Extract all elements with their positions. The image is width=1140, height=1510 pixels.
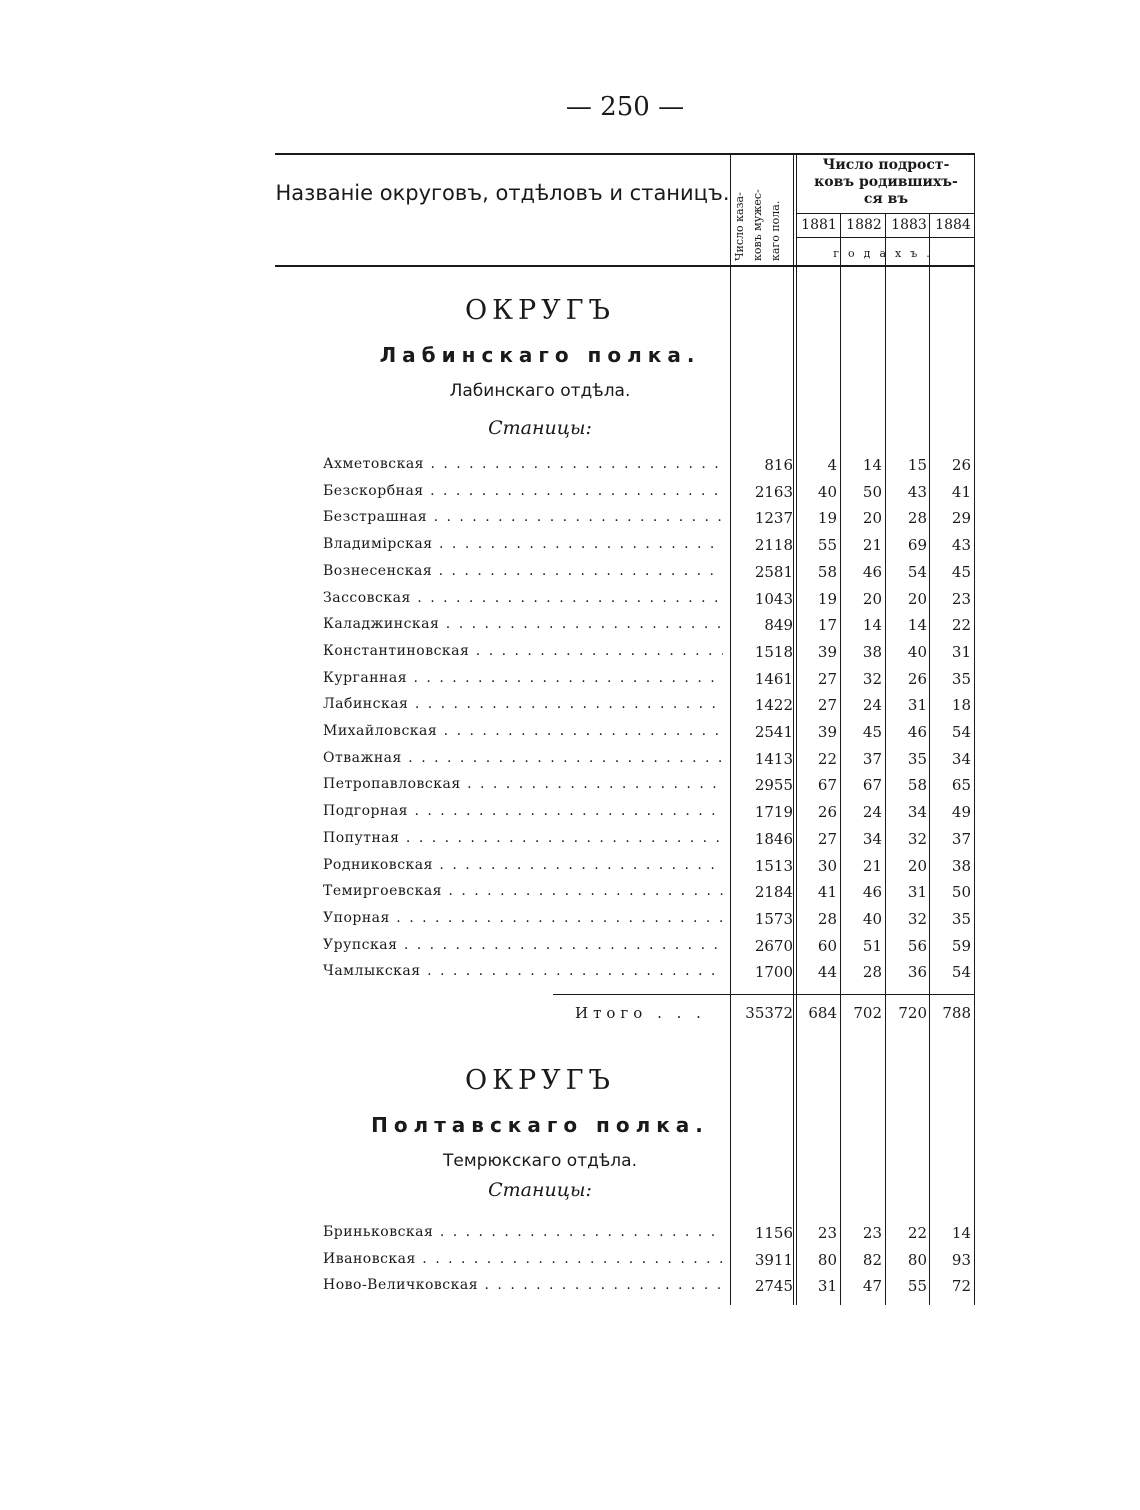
births-1884: 41 [951, 482, 971, 501]
stanitsa-name: Михайловская . . . [323, 723, 723, 739]
itogo-label: Итого . . . [575, 1004, 706, 1022]
births-1883: 40 [907, 642, 927, 661]
births-1883: 14 [907, 616, 927, 635]
stanitsa-name: Ивановская . . . [323, 1251, 723, 1267]
cossack-count: 2581 [754, 562, 793, 581]
births-1882: 14 [862, 616, 882, 635]
births-1883: 54 [907, 562, 927, 581]
cossack-count: 2955 [754, 776, 793, 795]
table-row [275, 533, 975, 559]
section-2-okrug: ОКРУГЪ [464, 1065, 616, 1096]
header-births-line-1: Число подрост- [822, 157, 950, 173]
table-row [275, 587, 975, 613]
section-1-regiment: Лабинскаго полка. [379, 343, 701, 367]
births-1884: 65 [951, 776, 971, 795]
stanitsa-name: Курганная . . . [323, 670, 723, 686]
header-total-line-2: ковъ мужес- [751, 189, 764, 261]
births-1881: 58 [817, 562, 837, 581]
births-1883: 36 [907, 963, 927, 982]
section-2-department: Темрюкскаго отдѣла. [443, 1151, 637, 1171]
births-1883: 15 [907, 456, 927, 474]
births-1882: 67 [862, 776, 882, 795]
births-1882: 14 [862, 456, 882, 474]
births-1884: 72 [951, 1277, 971, 1295]
births-1883: 34 [907, 803, 927, 822]
births-1881: 60 [817, 936, 837, 955]
births-1882: 51 [862, 936, 882, 955]
births-1881: 27 [817, 669, 837, 688]
births-1883: 28 [907, 509, 927, 528]
births-1882: 21 [862, 536, 882, 555]
cossack-count: 1700 [754, 963, 793, 982]
cossack-count: 2118 [754, 536, 793, 555]
births-1884: 22 [951, 616, 971, 635]
births-1884: 38 [951, 856, 971, 875]
births-1882: 24 [862, 696, 882, 715]
births-1881: 22 [817, 749, 837, 768]
stanitsa-name: Вознесенская . . . [323, 563, 723, 579]
table-row [275, 667, 975, 693]
births-1881: 27 [817, 696, 837, 715]
statistics-table [275, 153, 975, 1305]
header-bottom-rule [275, 265, 975, 267]
stanitsa-name: Лабинская . . . [323, 696, 723, 712]
stanitsa-name: Безскорбная . . . [323, 483, 723, 499]
births-1882: 21 [862, 856, 882, 875]
births-1884: 54 [951, 963, 971, 982]
years-top-rule [797, 213, 975, 214]
section-2-stanitsy-label: Станицы: [488, 1179, 592, 1201]
stanitsa-name: Владимірская . . . [323, 536, 723, 552]
births-1882: 23 [862, 1224, 882, 1242]
births-1883: 32 [907, 829, 927, 848]
table-row [275, 747, 975, 773]
births-1882: 37 [862, 749, 882, 768]
stanitsa-name: Родниковская . . . [323, 857, 723, 873]
section-1-department: Лабинскаго отдѣла. [449, 381, 631, 401]
cossack-count: 2184 [754, 883, 793, 902]
table-top-rule [275, 153, 975, 155]
cossack-count: 2745 [754, 1277, 793, 1295]
births-1882: 47 [862, 1277, 882, 1295]
header-year-1884: 1884 [935, 217, 971, 233]
births-1881: 44 [817, 963, 837, 982]
cossack-count: 816 [764, 456, 793, 474]
header-year-1881: 1881 [801, 217, 837, 233]
stanitsa-name: Зассовская . . . [323, 590, 723, 606]
births-1881: 4 [827, 456, 837, 474]
stanitsa-name: Константиновская . . . [323, 643, 723, 659]
table-row [275, 693, 975, 719]
itogo-row [275, 1001, 975, 1027]
births-1881: 19 [817, 509, 837, 528]
births-1884: 35 [951, 669, 971, 688]
births-1881: 30 [817, 856, 837, 875]
stanitsa-name: Петропавловская . . . [323, 776, 723, 792]
section-1-stanitsy-label: Станицы: [488, 417, 592, 439]
births-1884: 34 [951, 749, 971, 768]
table-row [275, 453, 975, 479]
cossack-count: 1413 [754, 749, 793, 768]
births-1883: 31 [907, 696, 927, 715]
births-1884: 37 [951, 829, 971, 848]
table-row [275, 506, 975, 532]
births-1883: 20 [907, 856, 927, 875]
header-year-1882: 1882 [846, 217, 882, 233]
header-name-column: Названіе округовъ, отдѣловъ и станицъ. [275, 181, 730, 205]
births-1884: 59 [951, 936, 971, 955]
section-2-regiment: Полтавскаго полка. [371, 1113, 709, 1137]
stanitsa-name: Темиргоевская . . . [323, 883, 723, 899]
stanitsa-name: Упорная . . . [323, 910, 723, 926]
births-1883: 69 [907, 536, 927, 555]
births-1882: 46 [862, 883, 882, 902]
births-1882: 45 [862, 723, 882, 741]
stanitsa-name: Бриньковская . . . [323, 1224, 723, 1240]
cossack-count: 1846 [754, 829, 793, 848]
table-row [275, 800, 975, 826]
births-1881: 55 [817, 536, 837, 555]
births-1881: 26 [817, 803, 837, 822]
cossack-count: 3911 [754, 1250, 793, 1269]
stanitsa-name: Урупская . . . [323, 937, 723, 953]
births-1883: 58 [907, 776, 927, 795]
births-1882: 20 [862, 589, 882, 608]
births-1883: 32 [907, 909, 927, 928]
births-1882: 40 [862, 909, 882, 928]
cossack-count: 1237 [754, 509, 793, 528]
births-1882: 38 [862, 642, 882, 661]
births-1881: 28 [817, 909, 837, 928]
table-row [275, 960, 975, 986]
cossack-count: 1461 [754, 669, 793, 688]
cossack-count: 1518 [754, 642, 793, 661]
header-year-1883: 1883 [891, 217, 927, 233]
births-1884: 18 [951, 696, 971, 715]
births-1884: 35 [951, 909, 971, 928]
cossack-count: 1043 [754, 589, 793, 608]
table-row [275, 1274, 975, 1300]
births-1884: 45 [951, 562, 971, 581]
births-1884: 54 [951, 723, 971, 741]
header-total-line-1: Число каза- [733, 192, 746, 261]
stanitsa-name: Ново-Величковская . . . [323, 1277, 723, 1293]
stanitsa-name: Ахметовская . . . [323, 456, 723, 472]
births-1881: 80 [817, 1250, 837, 1269]
births-1883: 46 [907, 723, 927, 741]
births-1883: 43 [907, 482, 927, 501]
births-1882: 28 [862, 963, 882, 982]
births-1881: 23 [817, 1224, 837, 1242]
table-row [275, 560, 975, 586]
table-row [275, 1221, 975, 1247]
cossack-count: 1156 [754, 1224, 793, 1242]
table-row [275, 854, 975, 880]
births-1883: 22 [907, 1224, 927, 1242]
births-1883: 55 [907, 1277, 927, 1295]
page-number: — 250 — [565, 92, 685, 122]
births-1884: 50 [951, 883, 971, 902]
births-1884: 26 [951, 456, 971, 474]
cossack-count: 2541 [754, 723, 793, 741]
births-1884: 29 [951, 509, 971, 528]
births-1884: 93 [951, 1250, 971, 1269]
cossack-count: 1719 [754, 803, 793, 822]
cossack-count: 849 [764, 616, 793, 635]
births-1881: 17 [817, 616, 837, 635]
table-row [275, 880, 975, 906]
table-row [275, 1248, 975, 1274]
header-births [797, 157, 975, 208]
table-row [275, 907, 975, 933]
births-1883: 35 [907, 749, 927, 768]
itogo-1882: 702 [853, 1004, 882, 1022]
table-row [275, 720, 975, 746]
births-1881: 31 [817, 1277, 837, 1295]
births-1881: 39 [817, 642, 837, 661]
stanitsa-name: Попутная . . . [323, 830, 723, 846]
itogo-total: 35372 [745, 1004, 793, 1022]
births-1882: 34 [862, 829, 882, 848]
births-1882: 46 [862, 562, 882, 581]
itogo-1884: 788 [942, 1004, 971, 1022]
table-row [275, 827, 975, 853]
table-row [275, 934, 975, 960]
births-1881: 67 [817, 776, 837, 795]
header-years-label: годахъ. [833, 247, 939, 260]
stanitsa-name: Чамлыкская . . . [323, 963, 723, 979]
births-1883: 80 [907, 1250, 927, 1269]
births-1883: 31 [907, 883, 927, 902]
stanitsa-name: Подгорная . . . [323, 803, 723, 819]
births-1884: 31 [951, 642, 971, 661]
births-1881: 27 [817, 829, 837, 848]
table-row [275, 773, 975, 799]
cossack-count: 2163 [754, 482, 793, 501]
births-1883: 56 [907, 936, 927, 955]
births-1881: 40 [817, 482, 837, 501]
table-row [275, 613, 975, 639]
births-1883: 20 [907, 589, 927, 608]
births-1882: 32 [862, 669, 882, 688]
cossack-count: 1513 [754, 856, 793, 875]
births-1882: 24 [862, 803, 882, 822]
births-1882: 50 [862, 482, 882, 501]
section-1-okrug: ОКРУГЪ [464, 295, 616, 326]
births-1884: 23 [951, 589, 971, 608]
births-1884: 49 [951, 803, 971, 822]
header-births-line-3: ся въ [863, 191, 909, 207]
stanitsa-name: Безстрашная . . . [323, 509, 723, 525]
itogo-1881: 684 [808, 1004, 837, 1022]
table-row [275, 480, 975, 506]
births-1881: 41 [817, 883, 837, 902]
births-1882: 82 [862, 1250, 882, 1269]
itogo-rule [553, 994, 975, 995]
itogo-1883: 720 [898, 1004, 927, 1022]
stanitsa-name: Отважная . . . [323, 750, 723, 766]
cossack-count: 1422 [754, 696, 793, 715]
header-total-line-3: каго пола. [769, 200, 782, 261]
births-1882: 20 [862, 509, 882, 528]
births-1881: 39 [817, 723, 837, 741]
births-1881: 19 [817, 589, 837, 608]
table-row [275, 640, 975, 666]
births-1884: 14 [951, 1224, 971, 1242]
births-1883: 26 [907, 669, 927, 688]
years-bottom-rule [797, 237, 975, 238]
stanitsa-name: Каладжинская . . . [323, 616, 723, 632]
cossack-count: 1573 [754, 909, 793, 928]
cossack-count: 2670 [754, 936, 793, 955]
births-1884: 43 [951, 536, 971, 555]
header-births-line-2: ковъ родившихъ- [814, 174, 958, 190]
